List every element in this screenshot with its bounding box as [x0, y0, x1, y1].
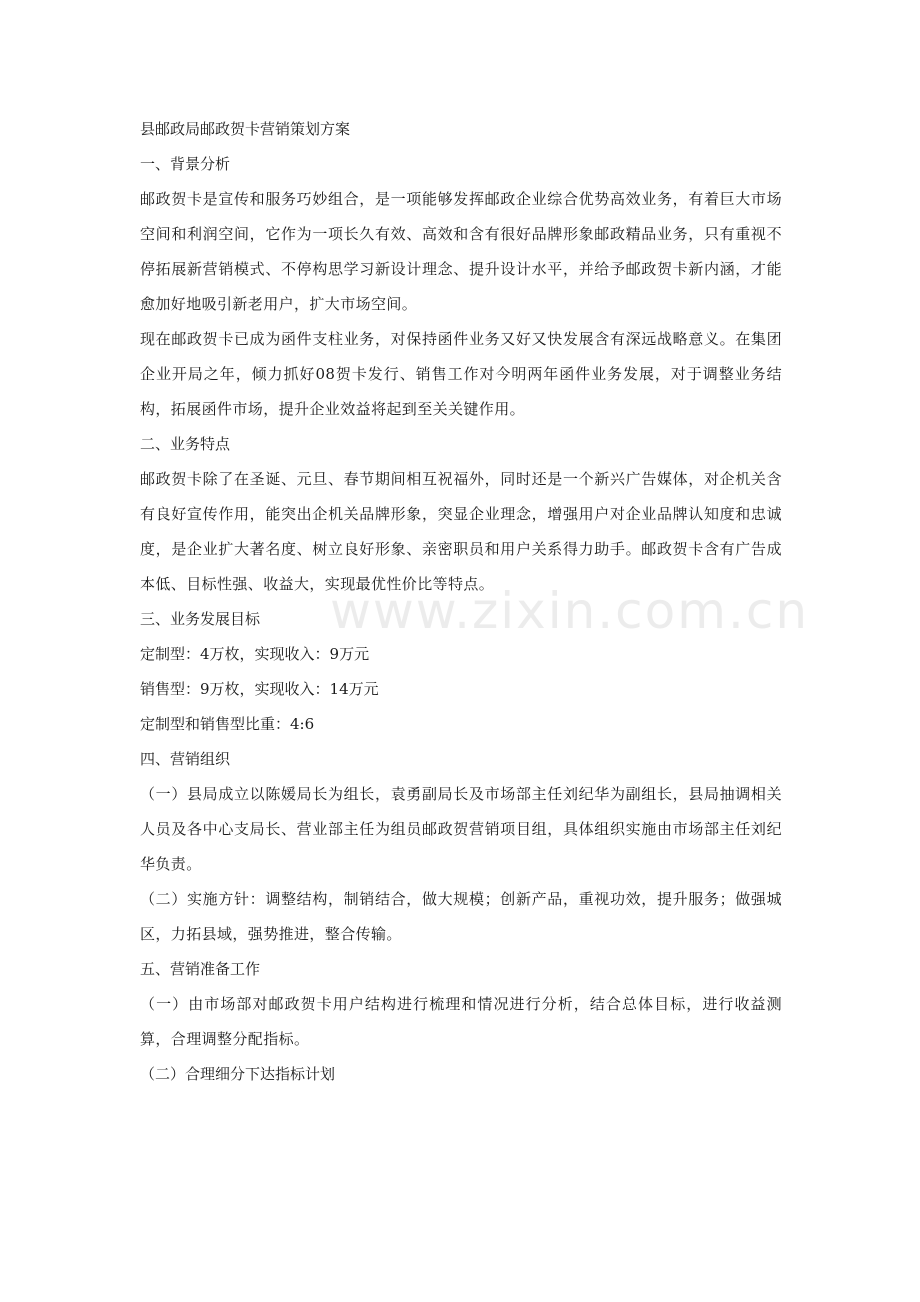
paragraph: （二）合理细分下达指标计划	[140, 1065, 336, 1083]
paragraph: （二）实施方针：调整结构，制销结合，做大规模；创新产品，重视功效，提升服务；做强城区，力拓县域，强势推进，整合传输。	[140, 890, 782, 943]
goal-item: 定制型和销售型比重：4:6	[140, 715, 315, 733]
document-title: 县邮政局邮政贺卡营销策划方案	[140, 120, 351, 138]
paragraph: 邮政贺卡除了在圣诞、元旦、春节期间相互祝福外，同时还是一个新兴广告媒体，对企机关含有良好宣传作用，能突出企机关品牌形象，突显企业理念，增强用户对企业品牌认知度和忠诚度，是企业扩大著名度、树立良好形象、亲密职员和用户关系得力助手。邮政贺卡含有广告成本低、目标性强、收益大，实现最优性价比等特点。	[140, 470, 782, 593]
section-heading-background: 一、背景分析	[140, 155, 231, 173]
paragraph: （一）由市场部对邮政贺卡用户结构进行梳理和情况进行分析，结合总体目标，进行收益测算，合理调整分配指标。	[140, 995, 782, 1048]
section-heading-organization: 四、营销组织	[140, 750, 231, 768]
watermark: www.zixin.com.cn	[330, 582, 810, 640]
paragraph: 现在邮政贺卡已成为函件支柱业务，对保持函件业务又好又快发展含有深远战略意义。在集团企业开局之年，倾力抓好08贺卡发行、销售工作对今明两年函件业务发展，对于调整业务结构，拓展函件市场，提升企业效益将起到至关关键作用。	[140, 330, 782, 418]
goal-item: 销售型：9万枚，实现收入：14万元	[140, 680, 379, 698]
document-body	[140, 112, 782, 1092]
section-heading-preparation: 五、营销准备工作	[140, 960, 261, 978]
paragraph: （一）县局成立以陈媛局长为组长，袁勇副局长及市场部主任刘纪华为副组长，县局抽调相关人员及各中心支局长、营业部主任为组员邮政贺营销项目组，具体组织实施由市场部主任刘纪华负责。	[140, 785, 782, 873]
section-heading-features: 二、业务特点	[140, 435, 231, 453]
goal-item: 定制型：4万枚，实现收入：9万元	[140, 645, 370, 663]
paragraph: 邮政贺卡是宣传和服务巧妙组合，是一项能够发挥邮政企业综合优势高效业务，有着巨大市场空间和利润空间，它作为一项长久有效、高效和含有很好品牌形象邮政精品业务，只有重视不停拓展新营销模式、不停构思学习新设计理念、提升设计水平，并给予邮政贺卡新内涵，才能愈加好地吸引新老用户，扩大市场空间。	[140, 190, 782, 313]
section-heading-goals: 三、业务发展目标	[140, 610, 261, 628]
